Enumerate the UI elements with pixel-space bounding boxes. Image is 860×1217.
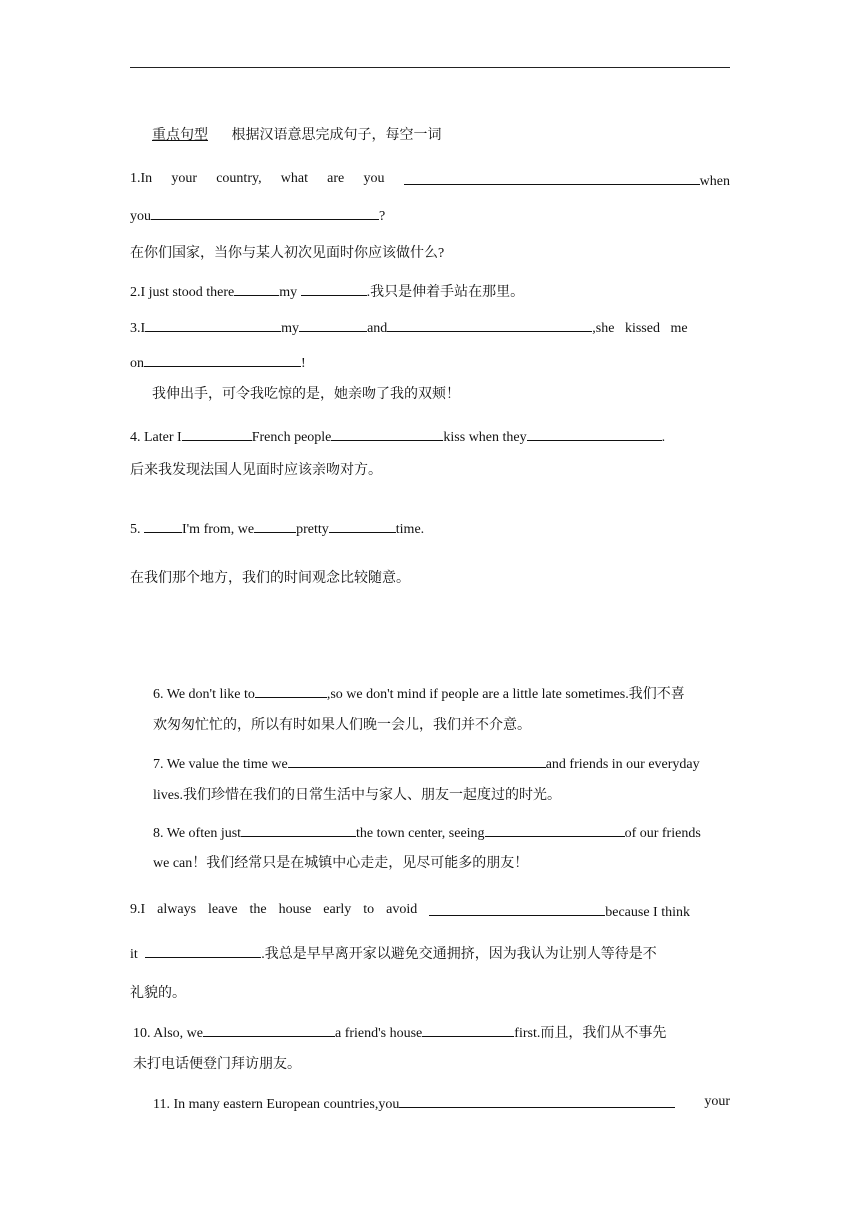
q8-text: of our friends	[624, 826, 701, 841]
q10-line	[133, 1022, 666, 1043]
q3-translation: 我伸出手，可令我吃惊的是，她亲吻了我的双颊！	[152, 387, 460, 402]
answer-blank[interactable]	[255, 683, 327, 698]
answer-blank[interactable]	[151, 205, 379, 220]
q11-text: 11. In many eastern European countries,you	[153, 1097, 400, 1112]
q6-text: ,so we don't mind if people are a little late sometimes.我们不喜	[326, 687, 685, 702]
q8-line	[153, 822, 701, 843]
q3-text: me	[670, 321, 688, 336]
q9-word: always	[157, 902, 197, 917]
q4-translation: 后来我发现法国人见面时应该亲吻对方。	[130, 463, 382, 478]
answer-blank[interactable]	[422, 1022, 514, 1037]
q9-word: avoid	[386, 902, 418, 917]
q3-text: on	[130, 356, 144, 371]
q7-line	[153, 753, 700, 774]
q9-word: house	[278, 902, 312, 917]
q7-text: and friends in our everyday	[545, 757, 700, 772]
answer-blank[interactable]	[203, 1022, 335, 1037]
section-label: 重点句型	[152, 128, 208, 143]
section-heading	[152, 127, 442, 145]
q1-punct: ?	[379, 209, 386, 224]
answer-blank[interactable]	[429, 901, 605, 916]
q2-text: my	[279, 285, 298, 300]
answer-blank[interactable]	[145, 943, 261, 958]
q10-translation: 未打电话便登门拜访朋友。	[133, 1057, 301, 1072]
q8-translation: we can！我们经常只是在城镇中心走走，见尽可能多的朋友！	[153, 856, 529, 871]
answer-blank[interactable]	[241, 822, 356, 837]
header-rule	[130, 67, 730, 68]
q4-text: .	[661, 430, 666, 445]
q5-text: time.	[395, 522, 425, 537]
q8-text: the town center, seeing	[356, 826, 485, 841]
q10-text: 10. Also, we	[133, 1026, 203, 1041]
q1-word: country,	[216, 171, 262, 186]
q3-text: kissed	[624, 321, 660, 336]
instruction: 根据汉语意思完成句子，每空一词	[231, 128, 442, 143]
q1-word: you	[363, 171, 385, 186]
q5-translation: 在我们那个地方，我们的时间观念比较随意。	[130, 571, 410, 586]
q1-word: you	[130, 209, 151, 224]
q5-text: 5.	[130, 522, 141, 537]
answer-blank[interactable]	[144, 352, 301, 367]
answer-blank[interactable]	[145, 317, 281, 332]
q1-translation: 在你们国家，当你与某人初次见面时你应该做什么?	[130, 246, 445, 261]
q5-text: I'm from, we	[182, 522, 255, 537]
q6-text: 6. We don't like to	[153, 687, 255, 702]
q9-word: leave	[208, 902, 238, 917]
q10-text: a friend's house	[335, 1026, 423, 1041]
q6-line	[153, 683, 685, 704]
q4-text: kiss when they	[443, 430, 527, 445]
q3-line2	[130, 352, 306, 373]
q11-text: your	[704, 1094, 730, 1109]
q2-text: 2.I just stood there	[130, 285, 235, 300]
q7-text: 7. We value the time we	[153, 757, 288, 772]
answer-blank[interactable]	[329, 518, 396, 533]
q10-text: first.而且，我们从不事先	[514, 1026, 667, 1041]
answer-blank[interactable]	[288, 753, 546, 768]
q7-translation: lives.我们珍惜在我们的日常生活中与家人、朋友一起度过的时光。	[153, 788, 561, 803]
answer-blank[interactable]	[254, 518, 296, 533]
q9-text: .我总是早早离开家以避免交通拥挤，因为我认为让别人等待是不	[261, 947, 657, 962]
q3-line1	[130, 317, 688, 338]
answer-blank[interactable]	[485, 822, 625, 837]
answer-blank[interactable]	[234, 281, 279, 296]
answer-blank[interactable]	[299, 317, 367, 332]
q1-word: what	[280, 171, 308, 186]
answer-blank[interactable]	[399, 1093, 675, 1108]
q9-text: because I think	[605, 905, 690, 920]
q9-line2	[130, 943, 657, 964]
q6-translation: 欢匆匆忙忙的，所以有时如果人们晚一会儿，我们并不介意。	[153, 718, 531, 733]
q9-translation: 礼貌的。	[130, 986, 186, 1001]
answer-blank[interactable]	[301, 281, 367, 296]
q9-line1	[130, 901, 690, 922]
q3-text: ,she	[592, 321, 615, 336]
q3-text: my	[281, 321, 300, 336]
q9-word: to	[363, 902, 375, 917]
answer-blank[interactable]	[144, 518, 182, 533]
q1-word: are	[327, 171, 345, 186]
q8-text: 8. We often just	[153, 826, 242, 841]
q1-word: 1.In	[130, 171, 153, 186]
q4-text: French people	[251, 430, 332, 445]
answer-blank[interactable]	[404, 170, 700, 185]
q3-text: !	[301, 356, 306, 371]
q3-text: 3.I	[130, 321, 146, 336]
q4-line	[130, 426, 665, 447]
answer-blank[interactable]	[331, 426, 443, 441]
answer-blank[interactable]	[527, 426, 662, 441]
answer-blank[interactable]	[387, 317, 592, 332]
q9-word: early	[323, 902, 352, 917]
q5-line	[130, 518, 424, 539]
q2-text: .我只是伸着手站在那里。	[366, 285, 525, 300]
q3-text: and	[367, 321, 388, 336]
q4-text: 4. Later I	[130, 430, 182, 445]
q11-line	[153, 1093, 730, 1114]
q1-word: your	[171, 171, 198, 186]
answer-blank[interactable]	[182, 426, 252, 441]
q1-line1	[130, 170, 730, 191]
q5-text: pretty	[296, 522, 329, 537]
q9-word: 9.I	[130, 902, 146, 917]
q2-line	[130, 281, 524, 302]
q9-text: it	[130, 947, 138, 962]
q9-word: the	[249, 902, 267, 917]
q1-word: when	[699, 174, 730, 189]
q1-line2	[130, 205, 385, 226]
